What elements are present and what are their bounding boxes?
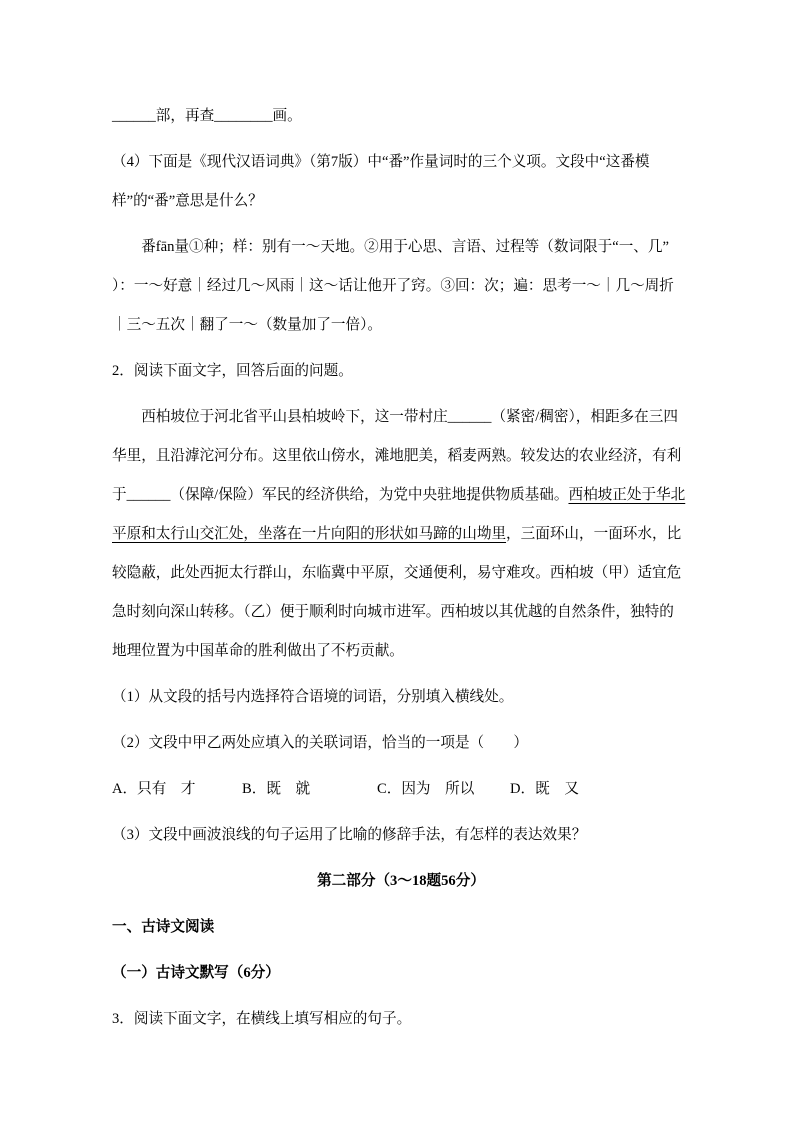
text-line: 3．阅读下面文字，在横线上填写相应的句子。: [112, 1011, 412, 1027]
heading-text: 第二部分（3～18题56分）: [317, 873, 485, 889]
section-heading-classical-reading: [112, 908, 690, 947]
option-b: B．既 就: [242, 781, 311, 797]
paragraph-question-1-4: [112, 143, 690, 221]
underlined-sentence-end: 平原和太行山交汇处，坐落在一片向阳的形状如马蹄的山坳里: [112, 526, 507, 542]
text-line: （1）从文段的括号内选择符合语境的词语，分别填入横线处。: [112, 689, 514, 705]
text-segment: ，三面环山，一面环水，比: [506, 526, 682, 542]
paragraph-dictionary-entry: [112, 228, 690, 345]
option-c: C．因为 所以: [377, 781, 475, 797]
text-line: ｜三～五次｜翻了一～（数量加了一倍）。: [112, 317, 382, 333]
text-line: [112, 515, 690, 554]
paragraph-options-row: [112, 770, 690, 809]
text-line: 番fān量①种；样：别有一～天地。②用于心思、言语、过程等（数词限于“一、几”: [141, 239, 669, 255]
paragraph-question-2-3: [112, 816, 690, 855]
subsection-heading-dictation: [112, 954, 690, 993]
heading-text: （一）古诗文默写（6分）: [112, 965, 280, 981]
text-line: [112, 476, 690, 515]
option-a: A．只有 才: [112, 781, 196, 797]
text-line: （4）下面是《现代汉语词典》（第7版）中“番”作量词时的三个义项。文段中“这番模: [112, 154, 650, 170]
text-line: 2．阅读下面文字，回答后面的问题。: [112, 363, 353, 379]
paragraph-passage-xibaipo: [112, 398, 690, 671]
underlined-sentence-start: 西柏坡正处于华北: [568, 487, 686, 503]
paragraph-question-2-1: [112, 678, 690, 717]
text-line: 较隐蔽，此处西扼太行群山，东临冀中平原，交通便利，易守难攻。西柏坡（甲）适宜危: [112, 565, 682, 581]
text-line: 华里，且沿滹沱河分布。这里依山傍水，滩地肥美，稻麦两熟。较发达的农业经济，有利: [112, 448, 682, 464]
multiple-choice-options: [112, 770, 690, 809]
text-segment: 于______（保障/保险）军民的经济供给，为党中央驻地提供物质基础。: [112, 487, 569, 503]
paragraph-fill-blank-continuation: [112, 97, 690, 136]
text-line: ______部，再查________画。: [112, 108, 302, 124]
text-line: ）：一～好意｜经过几～风雨｜这～话让他开了窍。③回：次；遍：思考一～｜几～周折: [112, 278, 674, 294]
text-line: 地理位置为中国革命的胜利做出了不朽贡献。: [112, 643, 404, 659]
paragraph-question-2-2: [112, 724, 690, 763]
text-line: 急时刻向深山转移。（乙）便于顺利时向城市进军。西柏坡以其优越的自然条件，独特的: [112, 604, 674, 620]
option-d: D．既 又: [510, 781, 579, 797]
text-line: 西柏坡位于河北省平山县柏坡岭下，这一带村庄______（紧密/稠密），相距多在三四: [141, 409, 678, 425]
section-2-heading: [112, 862, 690, 901]
text-line: （3）文段中画波浪线的句子运用了比喻的修辞手法，有怎样的表达效果？: [112, 827, 587, 843]
paragraph-question-3-intro: [112, 1000, 690, 1039]
text-line: （2）文段中甲乙两处应填入的关联词语，恰当的一项是（ ）: [112, 735, 528, 751]
heading-text: 一、古诗文阅读: [112, 919, 215, 935]
text-line: 样”的“番”意思是什么？: [112, 193, 263, 209]
paragraph-question-2-intro: [112, 352, 690, 391]
